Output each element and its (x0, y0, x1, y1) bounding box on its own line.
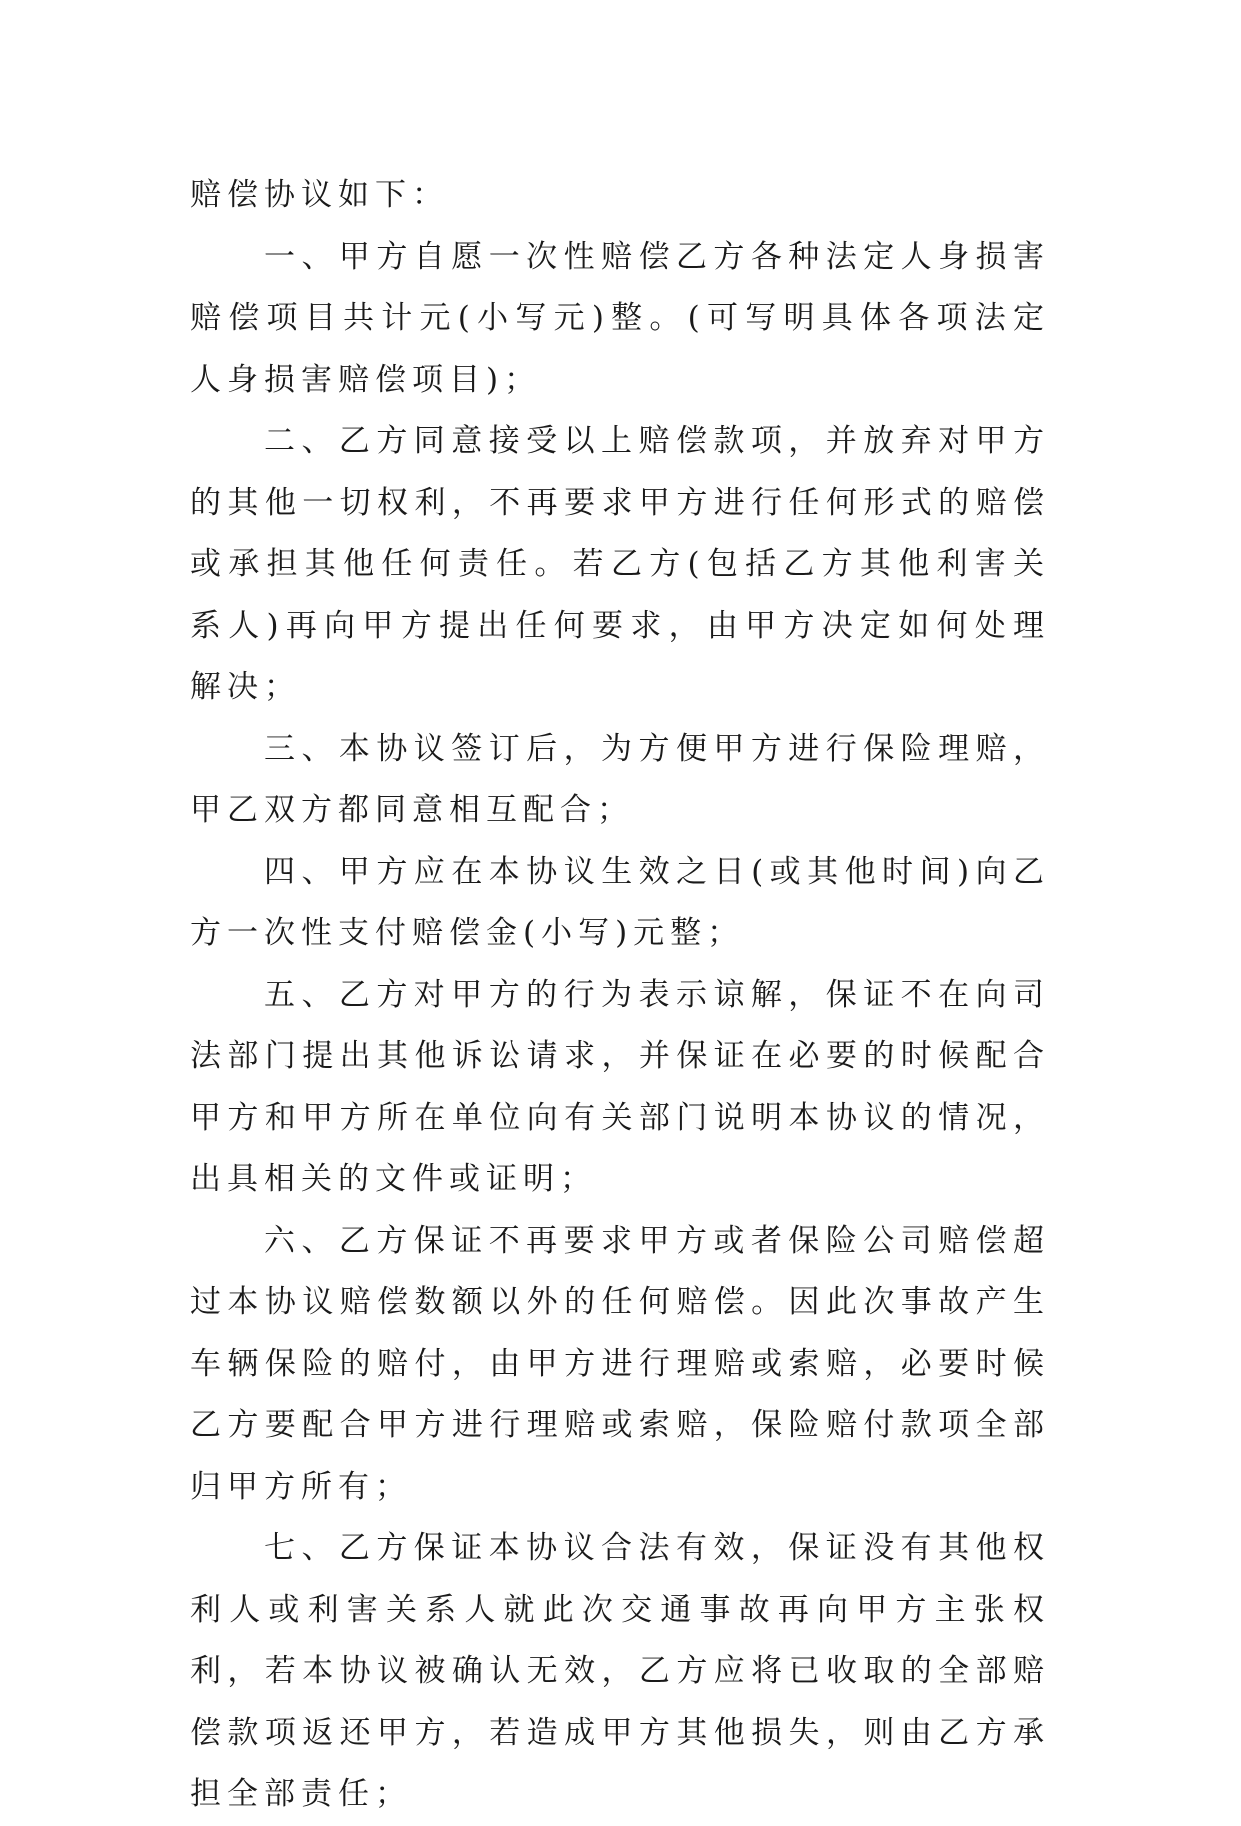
clause-5-paragraph: 五、乙方对甲方的行为表示谅解，保证不在向司法部门提出其他诉讼请求，并保证在必要的时候配合甲方和甲方所在单位向有关部门说明本协议的情况，出具相关的文件或证明； (190, 976, 1050, 1197)
intro-paragraph: 赔偿协议如下： (190, 177, 449, 213)
document-body (190, 165, 1050, 1826)
clause-7-paragraph: 七、乙方保证本协议合法有效，保证没有其他权利人或利害关系人就此次交通事故再向甲方主张权利，若本协议被确认无效，乙方应将已收取的全部赔偿款项返还甲方，若造成甲方其他损失，则由乙方承担全部责任； (190, 1530, 1050, 1812)
clause-6-paragraph: 六、乙方保证不再要求甲方或者保险公司赔偿超过本协议赔偿数额以外的任何赔偿。因此次事故产生车辆保险的赔付，由甲方进行理赔或索赔，必要时候乙方要配合甲方进行理赔或索赔，保险赔付款项全部归甲方所有； (190, 1222, 1050, 1505)
clause-2-paragraph: 二、乙方同意接受以上赔偿款项，并放弃对甲方的其他一切权利，不再要求甲方进行任何形式的赔偿或承担其他任何责任。若乙方(包括乙方其他利害关系人)再向甲方提出任何要求，由甲方决定如何处理解决； (190, 423, 1050, 705)
clause-1-paragraph: 一、甲方自愿一次性赔偿乙方各种法定人身损害赔偿项目共计元(小写元)整。(可写明具体各项法定人身损害赔偿项目)； (190, 238, 1050, 398)
clause-3-paragraph: 三、本协议签订后，为方便甲方进行保险理赔，甲乙双方都同意相互配合； (190, 730, 1050, 828)
clause-4-paragraph: 四、甲方应在本协议生效之日(或其他时间)向乙方一次性支付赔偿金(小写)元整； (190, 853, 1050, 951)
